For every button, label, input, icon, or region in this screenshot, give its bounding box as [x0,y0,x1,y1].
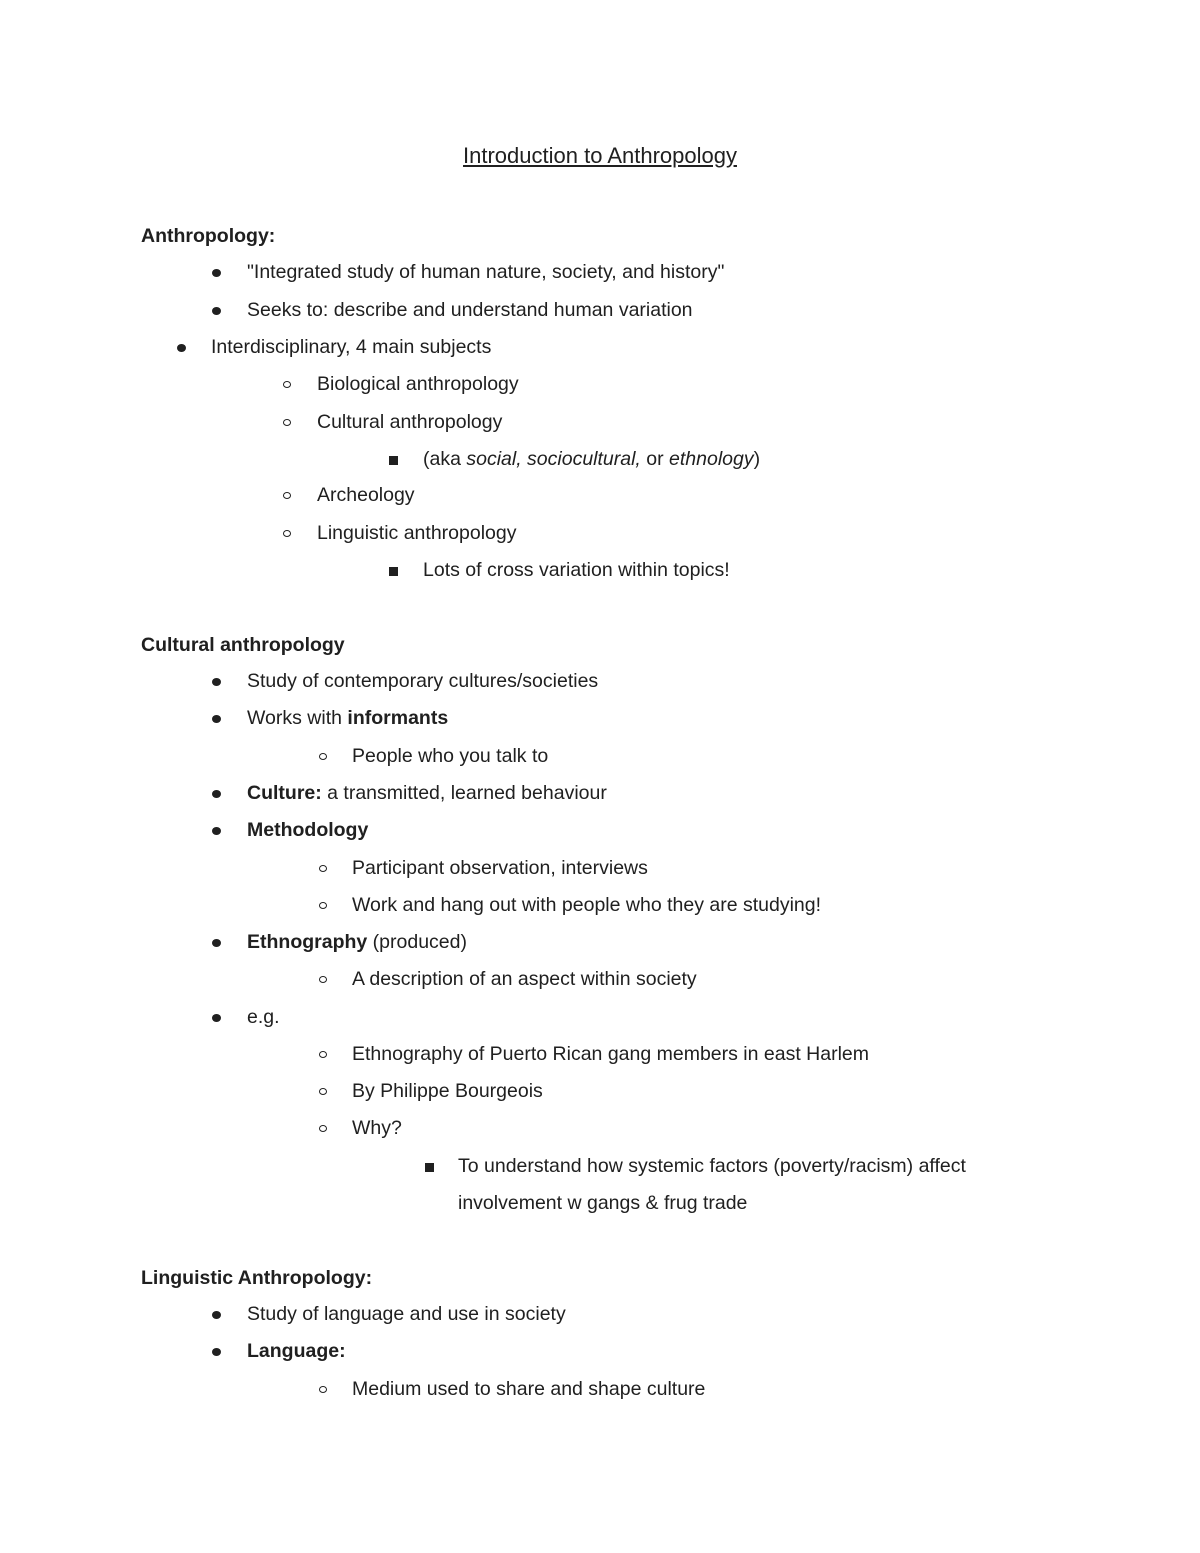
list-item: Ethnography of Puerto Rican gang members in east Harlem [352,1043,870,1065]
list-item-informants: Works with informants [247,707,449,729]
bullet-disc-icon [212,1014,221,1022]
list-item-methodology: Methodology [247,819,369,841]
bullet-circle-icon [283,530,291,537]
list-item-culture: Culture: a transmitted, learned behaviour [247,782,607,804]
bullet-circle-icon [283,419,291,426]
bullet-disc-icon [212,307,221,315]
bullet-disc-icon [212,939,221,947]
bullet-circle-icon [283,492,291,499]
list-item: To understand how systemic factors (poverty/racism) affect [458,1155,966,1177]
list-item-ethnography: Ethnography (produced) [247,931,467,953]
section-heading-cultural-anthropology: Cultural anthropology [141,634,345,656]
bullet-disc-icon [212,678,221,686]
bullet-circle-icon [319,1051,327,1058]
bullet-disc-icon [212,827,221,835]
bullet-circle-icon [319,1386,327,1393]
section-heading-anthropology: Anthropology: [141,225,276,247]
bullet-disc-icon [212,269,221,277]
bullet-circle-icon [319,1088,327,1095]
list-item: By Philippe Bourgeois [352,1080,543,1102]
bullet-disc-icon [212,790,221,798]
bullet-circle-icon [319,902,327,909]
list-item: Work and hang out with people who they are studying! [352,894,822,916]
list-item: e.g. [247,1006,280,1028]
list-item: Medium used to share and shape culture [352,1378,706,1400]
list-item: People who you talk to [352,745,549,767]
list-item: Cultural anthropology [317,411,503,433]
list-item-language: Language: [247,1340,346,1362]
list-item: Why? [352,1117,402,1139]
bullet-disc-icon [212,715,221,723]
list-item: Seeks to: describe and understand human variation [247,299,693,321]
bullet-disc-icon [177,344,186,352]
bullet-square-icon [425,1163,434,1172]
bullet-square-icon [389,567,398,576]
list-item-aka: (aka social, sociocultural, or ethnology) [423,448,761,470]
list-item: Study of contemporary cultures/societies [247,670,599,692]
list-item: "Integrated study of human nature, society, and history" [247,261,725,283]
bullet-disc-icon [212,1348,221,1356]
list-item: Linguistic anthropology [317,522,517,544]
list-item-continuation: involvement w gangs & frug trade [458,1192,748,1214]
bullet-circle-icon [283,381,291,388]
bullet-circle-icon [319,976,327,983]
bullet-square-icon [389,456,398,465]
document-title: Introduction to Anthropology [463,143,737,168]
list-item: Biological anthropology [317,373,519,395]
bullet-disc-icon [212,1311,221,1319]
bullet-circle-icon [319,865,327,872]
list-item: A description of an aspect within society [352,968,697,990]
bullet-circle-icon [319,753,327,760]
list-item: Lots of cross variation within topics! [423,559,730,581]
list-item: Participant observation, interviews [352,857,648,879]
list-item: Interdisciplinary, 4 main subjects [211,336,492,358]
section-heading-linguistic-anthropology: Linguistic Anthropology: [141,1267,373,1289]
list-item: Study of language and use in society [247,1303,566,1325]
list-item: Archeology [317,484,415,506]
bullet-circle-icon [319,1125,327,1132]
